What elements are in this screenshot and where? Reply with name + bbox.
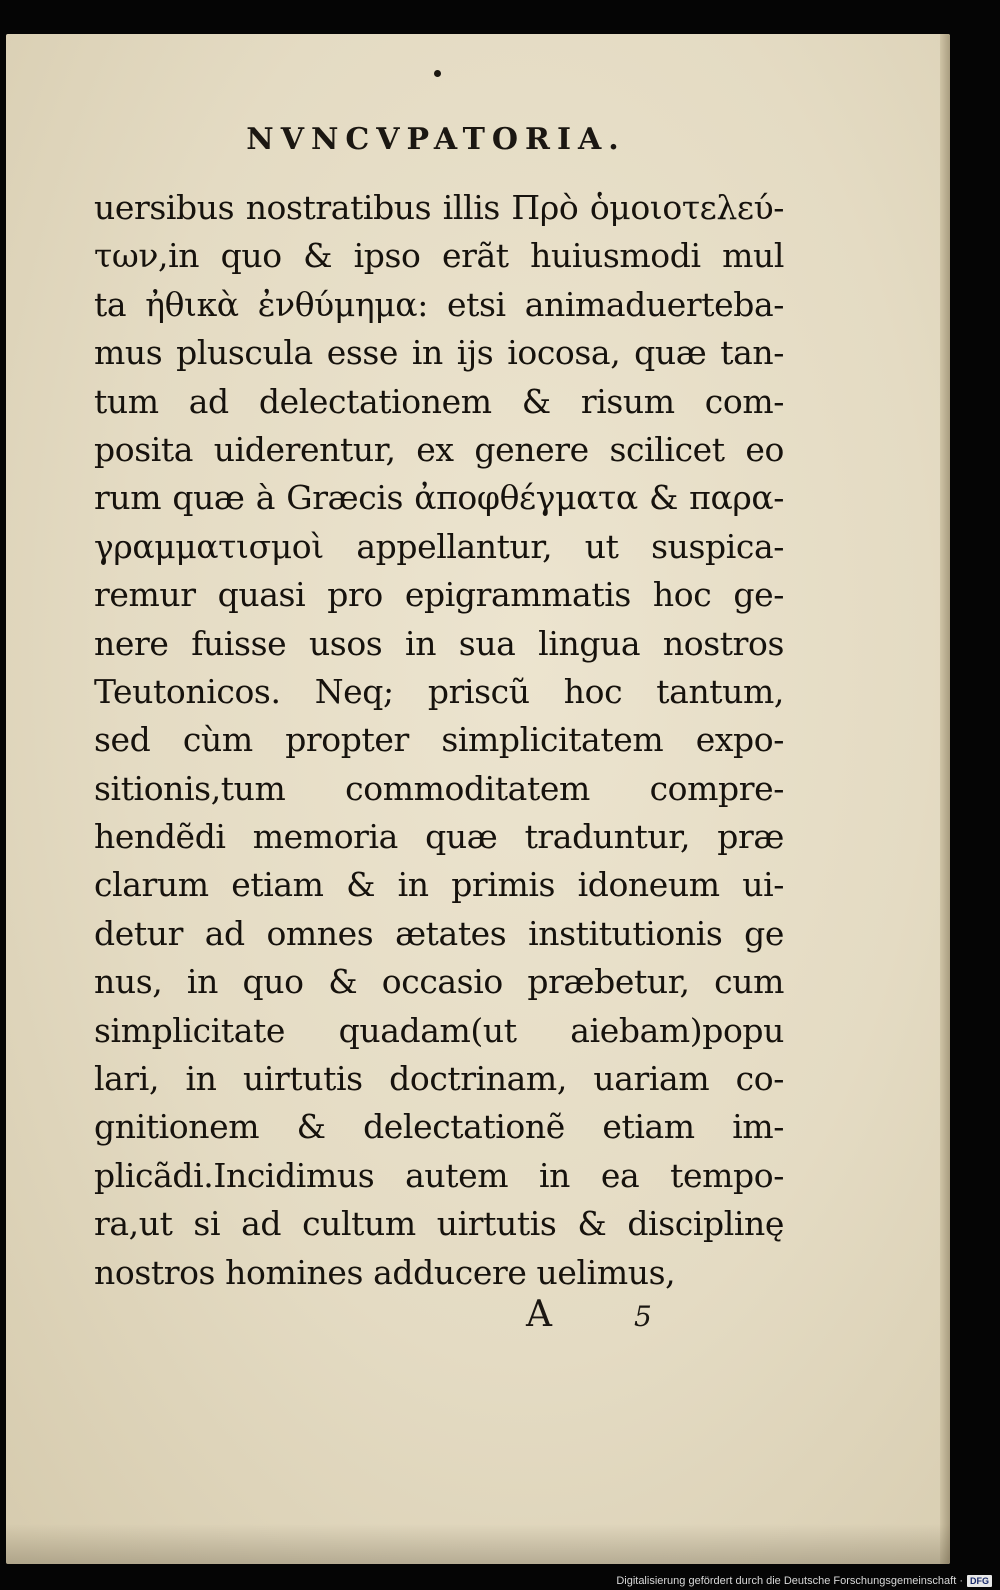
- text-line: clarum etiam & in primis idoneum ui-: [94, 865, 784, 905]
- signature-mark: A: [526, 1294, 552, 1335]
- body-text: [94, 184, 784, 1297]
- text-line: lari, in uirtutis doctrinam, uariam co-: [94, 1059, 784, 1099]
- text-line: Teutonicos. Neq; priscũ hoc tantum,: [94, 671, 784, 711]
- text-line: uersibus nostratibus illis Πρὸ ὁμοιοτελεύ-: [94, 188, 784, 227]
- text-line: posita uiderentur, ex genere scilicet eo: [94, 429, 784, 469]
- text-line: sitionis,tum commoditatem compre-: [94, 768, 784, 808]
- text-line: hendẽdi memoria quæ traduntur, præ: [94, 817, 784, 857]
- text-line: nostros homines adducere uelimus,: [94, 1252, 676, 1292]
- dfg-logo-icon: DFG: [967, 1575, 992, 1587]
- text-line: των,in quo & ipso erãt huiusmodi mul: [94, 236, 784, 276]
- text-line: γραμματισμοὶ appellantur, ut suspica-: [94, 526, 784, 566]
- text-line: nus, in quo & occasio præbetur, cum: [94, 962, 784, 1002]
- text-line: simplicitate quadam(ut aiebam)popu: [94, 1010, 784, 1050]
- page-edge: [940, 34, 950, 1564]
- text-line: ra,ut si ad cultum uirtutis & disciplinę: [94, 1204, 784, 1244]
- text-line: mus pluscula esse in ijs iocosa, quæ tan-: [94, 333, 784, 373]
- text-line: rum quæ à Græcis ἀποφθέγματα & παρα-: [94, 478, 784, 518]
- text-line: plicãdi.Incidimus autem in ea tempo-: [94, 1155, 784, 1195]
- text-line: nere fuisse usos in sua lingua nostros: [94, 623, 784, 663]
- digitization-credit: [616, 1575, 992, 1587]
- ornament-dot: [434, 70, 441, 77]
- text-line: gnitionem & delectationẽ etiam im-: [94, 1107, 784, 1147]
- page-shadow: [6, 1524, 950, 1564]
- book-page: [6, 34, 950, 1564]
- text-line: ta ἠθικὰ ἐνθύμημα: etsi animaduerteba-: [94, 284, 784, 324]
- signature-number: 5: [634, 1300, 652, 1333]
- running-head: NVNCVPATORIA.: [246, 122, 626, 157]
- text-line: detur ad omnes ætates institutionis ge: [94, 913, 784, 953]
- text-line: remur quasi pro epigrammatis hoc ge-: [94, 575, 784, 615]
- text-line: sed cùm propter simplicitatem expo-: [94, 720, 784, 760]
- credit-text: Digitalisierung gefördert durch die Deutsche Forschungsgemeinschaft ·: [616, 1575, 963, 1587]
- text-line: tum ad delectationem & risum com-: [94, 381, 784, 421]
